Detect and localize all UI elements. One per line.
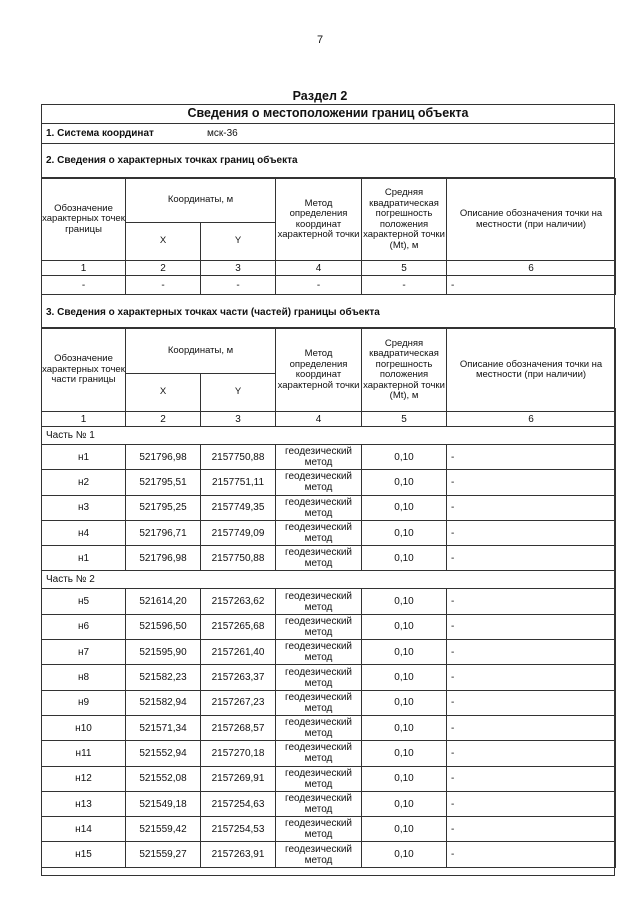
section3-title: 3. Сведения о характерных точках части (частей) границы объекта — [41, 294, 615, 328]
description: - — [447, 640, 616, 665]
error: 0,10 — [362, 842, 447, 867]
header-y: Y — [201, 223, 276, 261]
point-name: н7 — [42, 640, 126, 665]
point-name: н9 — [42, 690, 126, 715]
error: 0,10 — [362, 640, 447, 665]
description: - — [447, 520, 616, 545]
point-name: н15 — [42, 842, 126, 867]
error: 0,10 — [362, 817, 447, 842]
table-row — [42, 690, 616, 715]
table-row — [42, 791, 616, 816]
x-coordinate: 521549,18 — [126, 791, 201, 816]
column-number: 3 — [201, 412, 276, 427]
y-coordinate: 2157263,37 — [201, 665, 276, 690]
table-cell: - — [126, 276, 201, 295]
column-number: 4 — [276, 261, 362, 276]
point-name: н10 — [42, 715, 126, 740]
description: - — [447, 842, 616, 867]
header-coordinates: Координаты, м — [126, 329, 276, 374]
part-points-table — [41, 328, 616, 868]
table-cell: - — [276, 276, 362, 295]
header-method: Метод определения координат характерной точки — [276, 179, 362, 261]
x-coordinate: 521552,08 — [126, 766, 201, 791]
column-number: 2 — [126, 412, 201, 427]
method: геодезический метод — [276, 640, 362, 665]
header-y: Y — [201, 374, 276, 412]
error: 0,10 — [362, 546, 447, 571]
description: - — [447, 470, 616, 495]
point-name: н2 — [42, 470, 126, 495]
table-row — [42, 470, 616, 495]
part-label: Часть № 1 — [42, 427, 616, 445]
x-coordinate: 521796,98 — [126, 546, 201, 571]
point-name: н3 — [42, 495, 126, 520]
point-name: н1 — [42, 445, 126, 470]
method: геодезический метод — [276, 495, 362, 520]
point-name: н13 — [42, 791, 126, 816]
y-coordinate: 2157270,18 — [201, 741, 276, 766]
error: 0,10 — [362, 614, 447, 639]
table-row — [42, 766, 616, 791]
y-coordinate: 2157263,91 — [201, 842, 276, 867]
description: - — [447, 817, 616, 842]
error: 0,10 — [362, 715, 447, 740]
error: 0,10 — [362, 665, 447, 690]
table-row — [42, 741, 616, 766]
column-number: 3 — [201, 261, 276, 276]
x-coordinate: 521796,98 — [126, 445, 201, 470]
x-coordinate: 521595,90 — [126, 640, 201, 665]
x-coordinate: 521552,94 — [126, 741, 201, 766]
table-row — [42, 640, 616, 665]
y-coordinate: 2157254,53 — [201, 817, 276, 842]
table-row — [42, 715, 616, 740]
table-row — [42, 520, 616, 545]
description: - — [447, 495, 616, 520]
column-number: 5 — [362, 412, 447, 427]
point-name: н8 — [42, 665, 126, 690]
x-coordinate: 521796,71 — [126, 520, 201, 545]
x-coordinate: 521795,25 — [126, 495, 201, 520]
column-number: 6 — [447, 412, 616, 427]
error: 0,10 — [362, 766, 447, 791]
y-coordinate: 2157750,88 — [201, 546, 276, 571]
parts-body — [42, 427, 616, 868]
y-coordinate: 2157751,11 — [201, 470, 276, 495]
point-name: н12 — [42, 766, 126, 791]
y-coordinate: 2157261,40 — [201, 640, 276, 665]
method: геодезический метод — [276, 546, 362, 571]
column-number: 4 — [276, 412, 362, 427]
section2-title: 2. Сведения о характерных точках границ объекта — [41, 144, 615, 178]
document-title: Сведения о местоположении границ объекта — [41, 104, 615, 124]
y-coordinate: 2157267,23 — [201, 690, 276, 715]
table-cell: - — [201, 276, 276, 295]
method: геодезический метод — [276, 614, 362, 639]
y-coordinate: 2157269,91 — [201, 766, 276, 791]
column-number: 6 — [447, 261, 616, 276]
part-header-row — [42, 571, 616, 589]
y-coordinate: 2157263,62 — [201, 589, 276, 614]
description: - — [447, 766, 616, 791]
error: 0,10 — [362, 470, 447, 495]
coordinate-system-row — [41, 124, 615, 144]
y-coordinate: 2157254,63 — [201, 791, 276, 816]
x-coordinate: 521582,94 — [126, 690, 201, 715]
boundary-points-table — [41, 178, 616, 295]
method: геодезический метод — [276, 520, 362, 545]
table-row — [42, 546, 616, 571]
method: геодезический метод — [276, 715, 362, 740]
method: геодезический метод — [276, 741, 362, 766]
error: 0,10 — [362, 791, 447, 816]
x-coordinate: 521795,51 — [126, 470, 201, 495]
header-method: Метод определения координат характерной точки — [276, 329, 362, 412]
column-number: 1 — [42, 412, 126, 427]
error: 0,10 — [362, 690, 447, 715]
header-x: X — [126, 223, 201, 261]
error: 0,10 — [362, 589, 447, 614]
description: - — [447, 445, 616, 470]
method: геодезический метод — [276, 791, 362, 816]
description: - — [447, 614, 616, 639]
description: - — [447, 665, 616, 690]
table-row — [42, 842, 616, 867]
error: 0,10 — [362, 445, 447, 470]
column-number: 5 — [362, 261, 447, 276]
description: - — [447, 715, 616, 740]
y-coordinate: 2157749,09 — [201, 520, 276, 545]
table-cell: - — [447, 276, 616, 295]
header-description: Описание обозначения точки на местности (при наличии) — [447, 329, 616, 412]
header-error: Средняя квадратическая погрешность положения характерной точки (Mt), м — [362, 179, 447, 261]
header-coordinates: Координаты, м — [126, 179, 276, 223]
column-number: 2 — [126, 261, 201, 276]
error: 0,10 — [362, 741, 447, 766]
coordinate-system-value: мск-36 — [207, 128, 238, 139]
description: - — [447, 690, 616, 715]
method: геодезический метод — [276, 589, 362, 614]
error: 0,10 — [362, 495, 447, 520]
x-coordinate: 521596,50 — [126, 614, 201, 639]
method: геодезический метод — [276, 842, 362, 867]
y-coordinate: 2157268,57 — [201, 715, 276, 740]
description: - — [447, 791, 616, 816]
x-coordinate: 521559,42 — [126, 817, 201, 842]
table-cell: - — [362, 276, 447, 295]
method: геодезический метод — [276, 665, 362, 690]
method: геодезический метод — [276, 817, 362, 842]
y-coordinate: 2157750,88 — [201, 445, 276, 470]
x-coordinate: 521559,27 — [126, 842, 201, 867]
table-row — [42, 495, 616, 520]
point-name: н14 — [42, 817, 126, 842]
point-name: н4 — [42, 520, 126, 545]
point-name: н1 — [42, 546, 126, 571]
description: - — [447, 546, 616, 571]
x-coordinate: 521582,23 — [126, 665, 201, 690]
coordinate-system-label: 1. Система координат — [46, 128, 154, 139]
method: геодезический метод — [276, 470, 362, 495]
part-header-row — [42, 427, 616, 445]
header-description: Описание обозначения точки на местности (при наличии) — [447, 179, 616, 261]
table-row — [42, 614, 616, 639]
header-error: Средняя квадратическая погрешность положения характерной точки (Mt), м — [362, 329, 447, 412]
y-coordinate: 2157749,35 — [201, 495, 276, 520]
column-number: 1 — [42, 261, 126, 276]
table-row — [42, 665, 616, 690]
x-coordinate: 521614,20 — [126, 589, 201, 614]
description: - — [447, 589, 616, 614]
table-row — [42, 445, 616, 470]
method: геодезический метод — [276, 445, 362, 470]
header-x: X — [126, 374, 201, 412]
page-number: 7 — [316, 34, 324, 46]
point-name: н6 — [42, 614, 126, 639]
description: - — [447, 741, 616, 766]
y-coordinate: 2157265,68 — [201, 614, 276, 639]
table-row — [42, 589, 616, 614]
method: геодезический метод — [276, 690, 362, 715]
point-name: н5 — [42, 589, 126, 614]
header-designation: Обозначение характерных точек части границы — [42, 329, 126, 412]
error: 0,10 — [362, 520, 447, 545]
x-coordinate: 521571,34 — [126, 715, 201, 740]
method: геодезический метод — [276, 766, 362, 791]
header-designation: Обозначение характерных точек границы — [42, 179, 126, 261]
point-name: н11 — [42, 741, 126, 766]
section-label: Раздел 2 — [292, 89, 348, 103]
part-label: Часть № 2 — [42, 571, 616, 589]
table-cell: - — [42, 276, 126, 295]
table-row — [42, 817, 616, 842]
